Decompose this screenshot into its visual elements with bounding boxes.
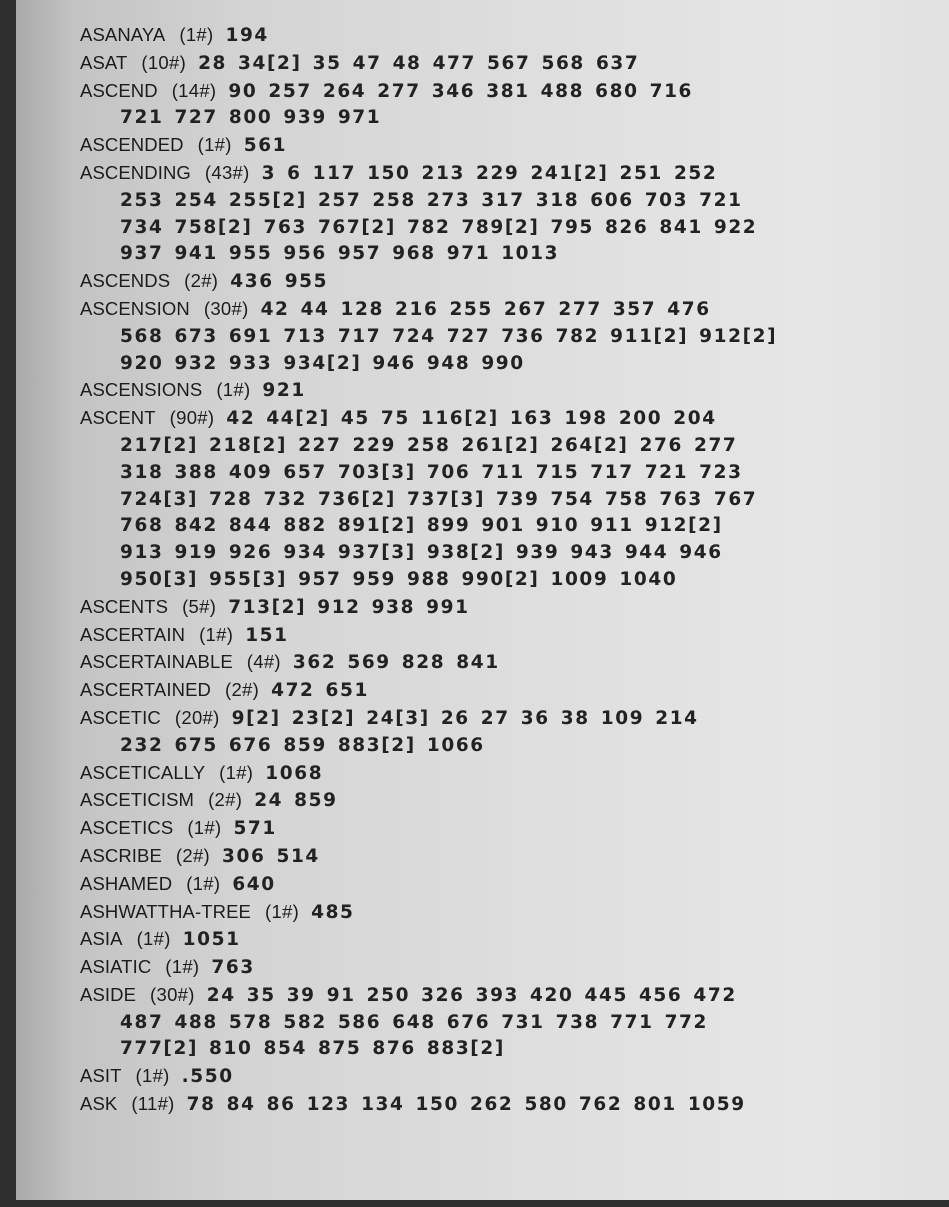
page-references: 561 <box>243 135 288 157</box>
page-references: 306 514 <box>222 845 320 867</box>
index-entry <box>80 622 940 650</box>
entry-first-line <box>80 296 940 324</box>
entry-continuation-line <box>80 324 940 351</box>
index-entry <box>80 815 940 843</box>
entry-continuation-line <box>80 513 940 540</box>
page-references: 777[2] 810 854 875 876 883[2] <box>120 1038 505 1060</box>
page-references: 78 84 86 123 134 150 262 580 762 801 1059 <box>186 1094 746 1116</box>
index-entry <box>80 705 940 760</box>
index-term: ASCERTAINED <box>80 679 211 701</box>
page-references: 232 675 676 859 883[2] 1066 <box>120 734 485 756</box>
entry-first-line <box>80 160 940 188</box>
page-references: 950[3] 955[3] 957 959 988 990[2] 1009 1040 <box>120 568 678 590</box>
entry-continuation-line <box>80 351 940 378</box>
entry-first-line <box>80 982 940 1010</box>
occurrence-count: (4#) <box>246 651 281 673</box>
occurrence-count: (2#) <box>224 679 260 701</box>
index-entry <box>80 1063 940 1091</box>
entry-first-line <box>80 132 940 160</box>
page-references: 436 955 <box>230 271 329 293</box>
entry-first-line <box>80 843 940 871</box>
page-references: 90 257 264 277 346 381 488 680 716 <box>228 80 694 102</box>
page-references: 42 44[2] 45 75 116[2] 163 198 200 204 <box>226 408 717 430</box>
entry-continuation-line <box>80 540 940 567</box>
page-references: 763 <box>211 957 255 979</box>
index-entry <box>80 594 940 622</box>
page-references: 472 651 <box>271 680 369 702</box>
entry-first-line <box>80 954 940 982</box>
scanned-page <box>16 0 949 1200</box>
index-term: ASIATIC <box>80 956 152 978</box>
word-index-list <box>80 22 940 1119</box>
occurrence-count: (1#) <box>165 956 200 978</box>
index-term: ASCENDING <box>80 161 191 183</box>
index-term: ASHAMED <box>80 872 173 894</box>
entry-first-line <box>80 622 940 650</box>
entry-first-line <box>80 677 940 705</box>
entry-first-line <box>80 899 940 927</box>
occurrence-count: (30#) <box>203 297 249 319</box>
entry-continuation-line <box>80 241 940 268</box>
index-entry <box>80 954 940 982</box>
occurrence-count: (1#) <box>179 24 214 45</box>
index-term: ASCENDED <box>80 134 184 156</box>
index-entry <box>80 1091 940 1119</box>
page-references: 217[2] 218[2] 227 229 258 261[2] 264[2] 276 277 <box>120 434 738 456</box>
page-references: 768 842 844 882 891[2] 899 901 910 911 912[2] <box>120 515 723 537</box>
page-references: 485 <box>311 901 355 923</box>
occurrence-count: (30#) <box>150 983 195 1005</box>
occurrence-count: (2#) <box>175 844 211 866</box>
entry-first-line <box>80 649 940 677</box>
page-references: 9[2] 23[2] 24[3] 26 27 36 38 109 214 <box>231 707 699 729</box>
entry-first-line <box>80 760 940 788</box>
index-term: ASCETIC <box>80 706 161 728</box>
index-term: ASCENDS <box>80 270 171 292</box>
index-term: ASCERTAIN <box>80 623 186 645</box>
page-references: 362 569 828 841 <box>292 652 500 674</box>
index-term: ASCENSIONS <box>80 379 203 401</box>
index-entry <box>80 787 940 815</box>
page-references: 568 673 691 713 717 724 727 736 782 911[2] 912[2] <box>120 325 778 347</box>
index-entry <box>80 649 940 677</box>
occurrence-count: (1#) <box>264 900 300 922</box>
entry-continuation-line <box>80 487 940 514</box>
index-entry <box>80 296 940 377</box>
page-references: 318 388 409 657 703[3] 706 711 715 717 721 723 <box>120 461 743 483</box>
page-references: 487 488 578 582 586 648 676 731 738 771 772 <box>120 1011 708 1033</box>
occurrence-count: (1#) <box>216 379 251 401</box>
occurrence-count: (2#) <box>184 270 219 292</box>
index-term: ASCENSION <box>80 297 190 319</box>
entry-continuation-line <box>80 460 940 487</box>
page-references: 42 44 128 216 255 267 277 357 476 <box>260 298 711 320</box>
page-references: 640 <box>232 873 276 895</box>
page-references: 721 727 800 939 971 <box>120 107 382 129</box>
entry-first-line <box>80 705 940 733</box>
index-term: ASIA <box>80 928 123 950</box>
entry-continuation-line <box>80 567 940 594</box>
occurrence-count: (5#) <box>182 595 217 617</box>
entry-continuation-line <box>80 215 940 242</box>
page-references: 3 6 117 150 213 229 241[2] 251 252 <box>261 162 718 184</box>
page-references: 920 932 933 934[2] 946 948 990 <box>120 352 525 374</box>
index-entry <box>80 132 940 160</box>
page-references: 713[2] 912 938 991 <box>228 596 470 618</box>
entry-continuation-line <box>80 1036 940 1063</box>
page-references: 734 758[2] 763 767[2] 782 789[2] 795 826 841 922 <box>120 216 758 238</box>
index-term: ASANAYA <box>80 24 166 45</box>
index-term: ASCENTS <box>80 595 169 617</box>
index-entry <box>80 22 940 50</box>
index-entry <box>80 982 940 1063</box>
entry-continuation-line <box>80 1010 940 1037</box>
index-term: ASCETICS <box>80 817 174 839</box>
page-references: 194 <box>225 25 269 46</box>
entry-first-line <box>80 815 940 843</box>
entry-first-line <box>80 1091 940 1119</box>
index-term: ASIT <box>80 1065 122 1087</box>
index-term: ASCEND <box>80 79 158 101</box>
index-entry <box>80 843 940 871</box>
entry-continuation-line <box>80 733 940 760</box>
index-term: ASIDE <box>80 983 137 1005</box>
page-references: 913 919 926 934 937[3] 938[2] 939 943 944 946 <box>120 542 723 564</box>
occurrence-count: (1#) <box>197 134 232 156</box>
index-entry <box>80 78 940 133</box>
page-references: 24 35 39 91 250 326 393 420 445 456 472 <box>206 984 737 1006</box>
entry-continuation-line <box>80 188 940 215</box>
occurrence-count: (10#) <box>141 51 187 73</box>
index-term: ASCETICISM <box>80 789 195 811</box>
entry-first-line <box>80 377 940 405</box>
index-term: ASK <box>80 1093 118 1115</box>
index-term: ASCETICALLY <box>80 761 206 783</box>
occurrence-count: (1#) <box>186 872 221 894</box>
index-term: ASAT <box>80 51 128 73</box>
index-term: ASCRIBE <box>80 844 162 866</box>
page-references: 253 254 255[2] 257 258 273 317 318 606 703 721 <box>120 189 743 211</box>
entry-first-line <box>80 1063 940 1091</box>
entry-continuation-line <box>80 105 940 132</box>
occurrence-count: (43#) <box>204 161 250 183</box>
occurrence-count: (1#) <box>135 1065 170 1087</box>
page-references: 937 941 955 956 957 968 971 1013 <box>120 243 560 265</box>
occurrence-count: (20#) <box>174 706 220 728</box>
occurrence-count: (1#) <box>187 817 222 839</box>
index-entry <box>80 899 940 927</box>
occurrence-count: (1#) <box>136 928 171 950</box>
index-term: ASCERTAINABLE <box>80 651 233 673</box>
entry-first-line <box>80 594 940 622</box>
page-references: 921 <box>262 380 306 402</box>
page-references: 1068 <box>265 762 324 784</box>
entry-first-line <box>80 78 940 106</box>
occurrence-count: (14#) <box>171 79 217 101</box>
index-entry <box>80 926 940 954</box>
index-term: ASHWATTHA-TREE <box>80 900 251 922</box>
page-references: 571 <box>233 818 277 840</box>
entry-first-line <box>80 871 940 899</box>
page-references: 28 34[2] 35 47 48 477 567 568 637 <box>198 52 640 74</box>
entry-first-line <box>80 405 940 433</box>
index-entry <box>80 50 940 78</box>
page-references: .550 <box>181 1066 234 1088</box>
page-references: 151 <box>245 624 289 646</box>
occurrence-count: (1#) <box>219 761 254 783</box>
index-entry <box>80 871 940 899</box>
occurrence-count: (11#) <box>131 1093 175 1115</box>
entry-continuation-line <box>80 433 940 460</box>
index-entry <box>80 677 940 705</box>
index-entry <box>80 760 940 788</box>
index-term: ASCENT <box>80 407 156 429</box>
page-references: 24 859 <box>254 790 338 812</box>
entry-first-line <box>80 926 940 954</box>
entry-first-line <box>80 268 940 296</box>
occurrence-count: (1#) <box>199 623 234 645</box>
occurrence-count: (90#) <box>169 407 215 429</box>
entry-first-line <box>80 50 940 78</box>
page-references: 724[3] 728 732 736[2] 737[3] 739 754 758 763 767 <box>120 488 758 510</box>
index-entry <box>80 405 940 594</box>
entry-first-line <box>80 22 940 50</box>
occurrence-count: (2#) <box>208 789 243 811</box>
entry-first-line <box>80 787 940 815</box>
index-entry <box>80 377 940 405</box>
index-entry <box>80 160 940 268</box>
index-entry <box>80 268 940 296</box>
page-references: 1051 <box>182 929 241 951</box>
